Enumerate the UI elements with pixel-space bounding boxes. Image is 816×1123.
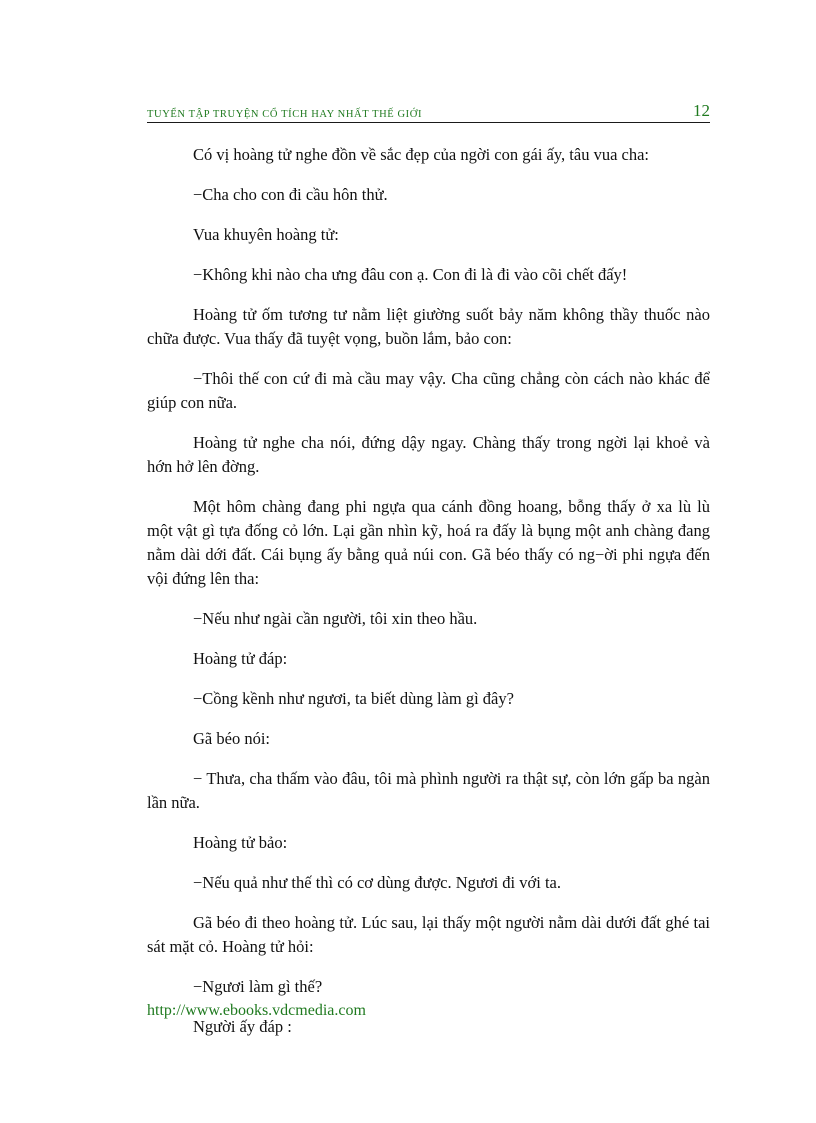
paragraph: Người ấy đáp : — [193, 1017, 292, 1036]
paragraph: Hoàng tử nghe cha nói, đứng dậy ngay. Chàng thấy trong ngời lại khoẻ và hớn hở lên đờng. — [147, 433, 710, 476]
paragraph: −Không khi nào cha ưng đâu con ạ. Con đi là đi vào cõi chết đấy! — [193, 265, 628, 284]
paragraph: Hoàng tử ốm tương tư nằm liệt giường suốt bảy năm không thầy thuốc nào chữa được. Vua thấy đã tuyệt vọng, buồn lắm, bảo con: — [147, 305, 710, 348]
paragraph: Gã béo nói: — [193, 729, 270, 748]
paragraph: −Thôi thế con cứ đi mà cầu may vậy. Cha cũng chẳng còn cách nào khác để giúp con nữa. — [147, 369, 710, 412]
paragraph: −Cha cho con đi cầu hôn thử. — [193, 185, 388, 204]
footer-website-link[interactable]: http://www.ebooks.vdcmedia.com — [147, 1002, 366, 1019]
paragraph: Hoàng tử đáp: — [193, 649, 288, 668]
paragraph: Vua khuyên hoàng tử: — [193, 225, 339, 244]
paragraph: −Nếu như ngài cần người, tôi xin theo hầu. — [193, 609, 478, 628]
paragraph: −Ngươi làm gì thế? — [193, 977, 323, 996]
paragraph: Một hôm chàng đang phi ngựa qua cánh đồng hoang, bỗng thấy ở xa lù lù một vật gì tựa đống cỏ lớn. Lại gần nhìn kỹ, hoá ra đấy là bụng một anh chàng đang nằm dài dới đất. Cái bụng ấy bằng quả núi con. Gã béo thấy có ng−ời phi ngựa đến vội đứng lên tha: — [147, 497, 710, 588]
page-number: 12 — [693, 101, 710, 120]
paragraph: Có vị hoàng tử nghe đồn về sắc đẹp của ngời con gái ấy, tâu vua cha: — [193, 145, 650, 164]
paragraph: Hoàng tử bảo: — [193, 833, 288, 852]
paragraph: − Thưa, cha thấm vào đâu, tôi mà phình người ra thật sự, còn lớn gấp ba ngàn lần nữa. — [147, 769, 710, 812]
page-header — [147, 100, 710, 123]
paragraph: Gã béo đi theo hoàng tử. Lúc sau, lại thấy một người nằm dài dưới đất ghé tai sát mặt cỏ. Hoàng tử hỏi: — [147, 913, 710, 956]
paragraph: −Nếu quả như thế thì có cơ dùng được. Ngươi đi với ta. — [193, 873, 561, 892]
story-body — [147, 143, 710, 1055]
paragraph: −Cồng kềnh như ngươi, ta biết dùng làm gì đây? — [193, 689, 514, 708]
book-title: TUYỂN TẬP TRUYỆN CỔ TÍCH HAY NHẤT THẾ GIỚI — [147, 109, 423, 120]
